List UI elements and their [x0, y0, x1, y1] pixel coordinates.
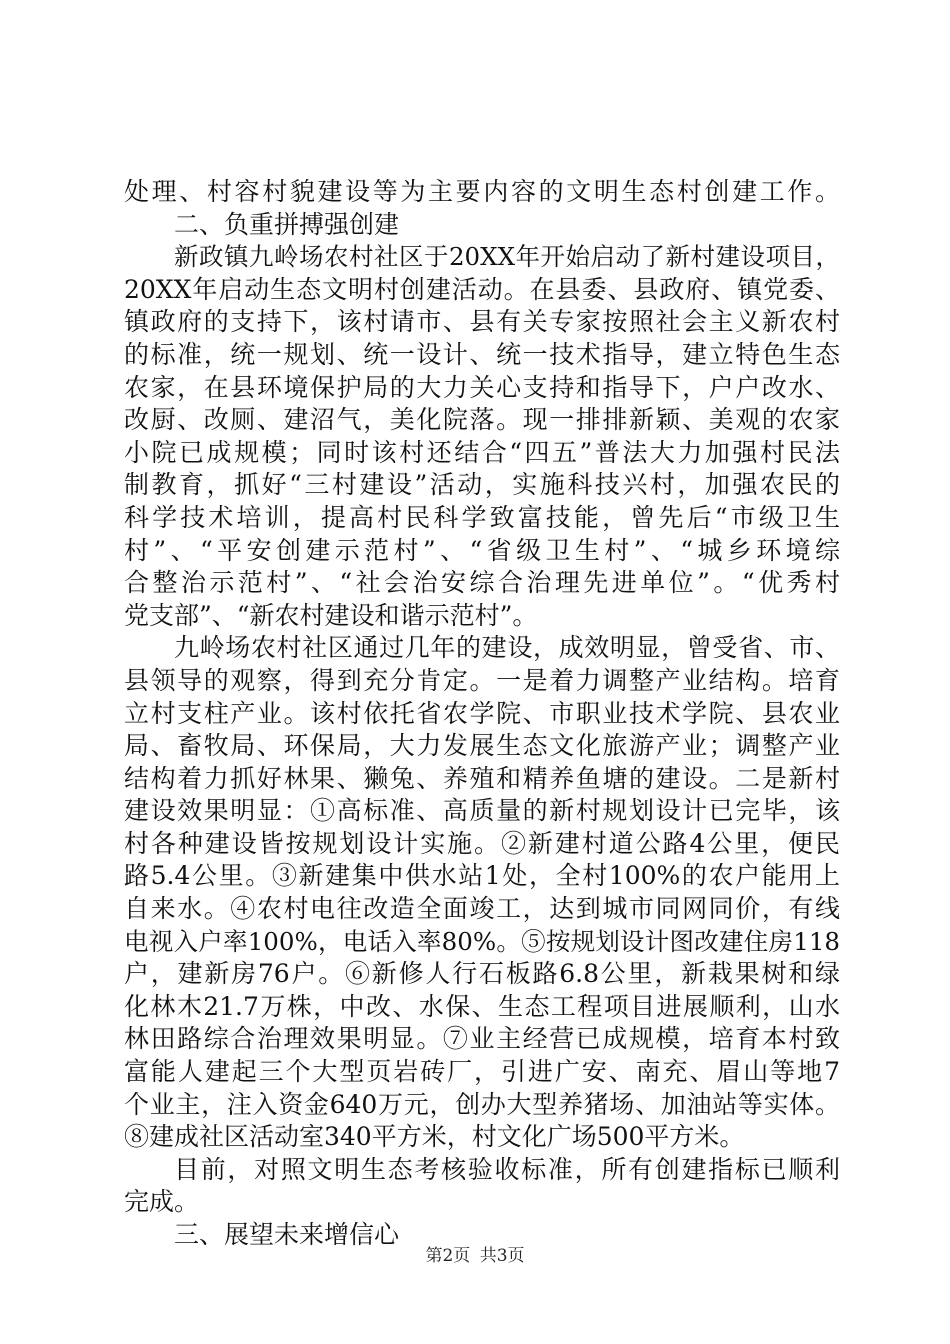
text-line: 自来水。④农村电往改造全面竣工，达到城市同网同价，有线	[124, 894, 840, 924]
text-line: 村”、“平安创建示范村”、“省级卫生村”、“城乡环境综	[124, 535, 840, 565]
body-text	[124, 176, 840, 1252]
text-line: 完成。	[124, 1187, 200, 1217]
text-line: 科学技术培训，提高村民科学致富技能，曾先后“市级卫生	[124, 502, 840, 532]
text-line: 户，建新房76户。⑥新修人行石板路6.8公里，新栽果树和绿	[124, 959, 840, 989]
text-line: ⑧建成社区活动室340平方米，村文化广场500平方米。	[124, 1122, 745, 1152]
text-line: 党支部”、“新农村建设和谐示范村”。	[124, 600, 538, 630]
text-line: 新政镇九岭场农村社区于20XX年开始启动了新村建设项目，	[174, 242, 840, 272]
text-line: 个业主，注入资金640万元，创办大型养猪场、加油站等实体。	[124, 1089, 840, 1119]
text-line: 目前，对照文明生态考核验收标准，所有创建指标已顺利	[174, 1154, 840, 1184]
text-line: 农家，在县环境保护局的大力关心支持和指导下，户户改水、	[124, 372, 840, 402]
text-line: 县领导的观察，得到充分肯定。一是着力调整产业结构。培育	[124, 665, 840, 695]
page-number: 第2页	[425, 1246, 471, 1266]
text-line: 路5.4公里。③新建集中供水站1处，全村100%的农户能用上	[124, 861, 840, 891]
text-line: 结构着力抓好林果、獭兔、养殖和精养鱼塘的建设。二是新村	[124, 763, 840, 793]
text-line: 小院已成规模；同时该村还结合“四五”普法大力加强村民法	[124, 437, 840, 467]
text-line: 九岭场农村社区通过几年的建设，成效明显，曾受省、市、	[174, 633, 840, 663]
text-line: 村各种建设皆按规划设计实施。②新建村道公路4公里，便民	[124, 828, 840, 858]
text-line: 富能人建起三个大型页岩砖厂，引进广安、南充、眉山等地7	[124, 1057, 840, 1087]
section-heading: 三、展望未来增信心	[174, 1220, 400, 1249]
text-line: 合整治示范村”、“社会治安综合治理先进单位”。“优秀村	[124, 568, 840, 598]
text-line: 改厨、改厕、建沼气，美化院落。现一排排新颖、美观的农家	[124, 405, 840, 435]
text-line: 20XX年启动生态文明村创建活动。在县委、县政府、镇党委、	[124, 274, 840, 304]
text-line: 立村支柱产业。该村依托省农学院、市职业技术学院、县农业	[124, 698, 840, 728]
text-line: 化林木21.7万株，中改、水保、生态工程项目进展顺利，山水	[124, 991, 840, 1021]
text-line: 的标准，统一规划、统一设计、统一技术指导，建立特色生态	[124, 339, 840, 369]
text-line: 局、畜牧局、环保局，大力发展生态文化旅游产业；调整产业	[124, 731, 840, 761]
text-line: 电视入户率100%，电话入率80%。⑤按规划设计图改建住房118	[124, 926, 840, 956]
page-footer	[0, 1245, 950, 1267]
page-total: 共3页	[479, 1246, 525, 1266]
text-line: 处理、村容村貌建设等为主要内容的文明生态村创建工作。	[124, 177, 840, 206]
section-heading: 二、负重拼搏强创建	[174, 209, 400, 239]
text-line: 制教育，抓好“三村建设”活动，实施科技兴村，加强农民的	[124, 470, 840, 500]
text-line: 林田路综合治理效果明显。⑦业主经营已成规模，培育本村致	[124, 1024, 840, 1054]
text-line: 镇政府的支持下，该村请市、县有关专家按照社会主义新农村	[124, 307, 840, 337]
text-line: 建设效果明显：①高标准、高质量的新村规划设计已完毕，该	[124, 796, 840, 826]
